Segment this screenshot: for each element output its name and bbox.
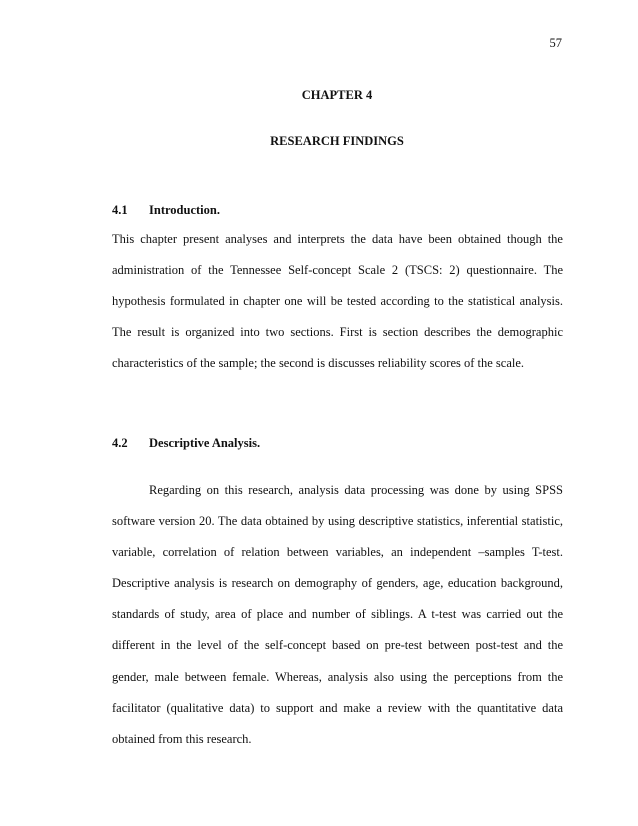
section-number: 4.2	[112, 436, 128, 450]
chapter-subtitle: RESEARCH FINDINGS	[270, 134, 404, 148]
section-title: Descriptive Analysis.	[149, 436, 261, 450]
descriptive-analysis-paragraph: Regarding on this research, analysis data processing was done by using SPSS software version 20. The data obtained by using descriptive statistics, inferential statistic, variable, correlation of relation between variables, an independent –samples T-test. Descriptive analysis is research on demography of genders, age, education background, standards of study, area of place and number of siblings. A t-test was carried out the different in the level of the self-concept based on pre-test between post-test and the gender, male between female. Whereas, analysis also using the perceptions from the facilitator (qualitative data) to support and make a review with the quantitative data obtained from this research.	[112, 483, 563, 746]
section-number: 4.1	[112, 203, 128, 217]
introduction-paragraph: This chapter present analyses and interprets the data have been obtained though the administration of the Tennessee Self-concept Scale 2 (TSCS: 2) questionnaire. The hypothesis formulated in chapter one will be tested according to the statistical analysis. The result is organized into two sections. First is section describes the demographic characteristics of the sample; the second is discusses reliability scores of the scale.	[112, 232, 563, 371]
page-number: 57	[549, 36, 562, 50]
section-heading-descriptive-analysis	[112, 436, 260, 451]
section-heading-introduction	[112, 203, 220, 218]
chapter-title: CHAPTER 4	[301, 88, 373, 102]
section-title: Introduction.	[149, 203, 220, 217]
